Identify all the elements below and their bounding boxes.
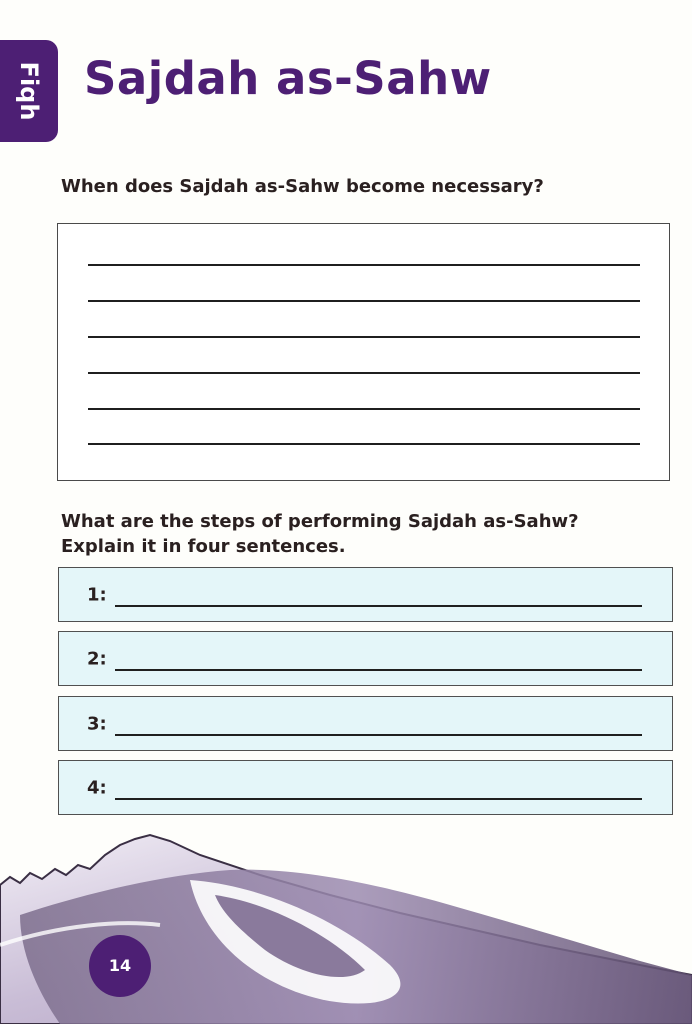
section-tab-label: Fiqh: [15, 61, 43, 121]
answer-line[interactable]: [88, 408, 640, 410]
question-2-line-2: Explain it in four sentences.: [61, 536, 346, 557]
page-title: Sajdah as-Sahw: [84, 52, 492, 105]
answer-box[interactable]: [57, 223, 670, 481]
answer-line[interactable]: [88, 372, 640, 374]
answer-line[interactable]: [88, 300, 640, 302]
page-number: 14: [89, 935, 151, 997]
question-1: When does Sajdah as-Sahw become necessary?: [61, 176, 544, 197]
step-box-3[interactable]: [58, 696, 673, 751]
step-box-4[interactable]: [58, 760, 673, 815]
step-number: 3:: [87, 713, 107, 734]
answer-line[interactable]: [88, 443, 640, 445]
step-box-1[interactable]: [58, 567, 673, 622]
step-box-2[interactable]: [58, 631, 673, 686]
step-answer-line[interactable]: [115, 798, 642, 800]
step-number: 2:: [87, 648, 107, 669]
section-tab: [0, 40, 58, 142]
step-answer-line[interactable]: [115, 669, 642, 671]
answer-line[interactable]: [88, 336, 640, 338]
step-number: 1:: [87, 584, 107, 605]
question-2: [61, 509, 579, 559]
answer-line[interactable]: [88, 264, 640, 266]
step-answer-line[interactable]: [115, 605, 642, 607]
prayer-mat-illustration: [0, 825, 692, 1024]
step-answer-line[interactable]: [115, 734, 642, 736]
question-2-line-1: What are the steps of performing Sajdah as-Sahw?: [61, 511, 579, 532]
step-number: 4:: [87, 777, 107, 798]
